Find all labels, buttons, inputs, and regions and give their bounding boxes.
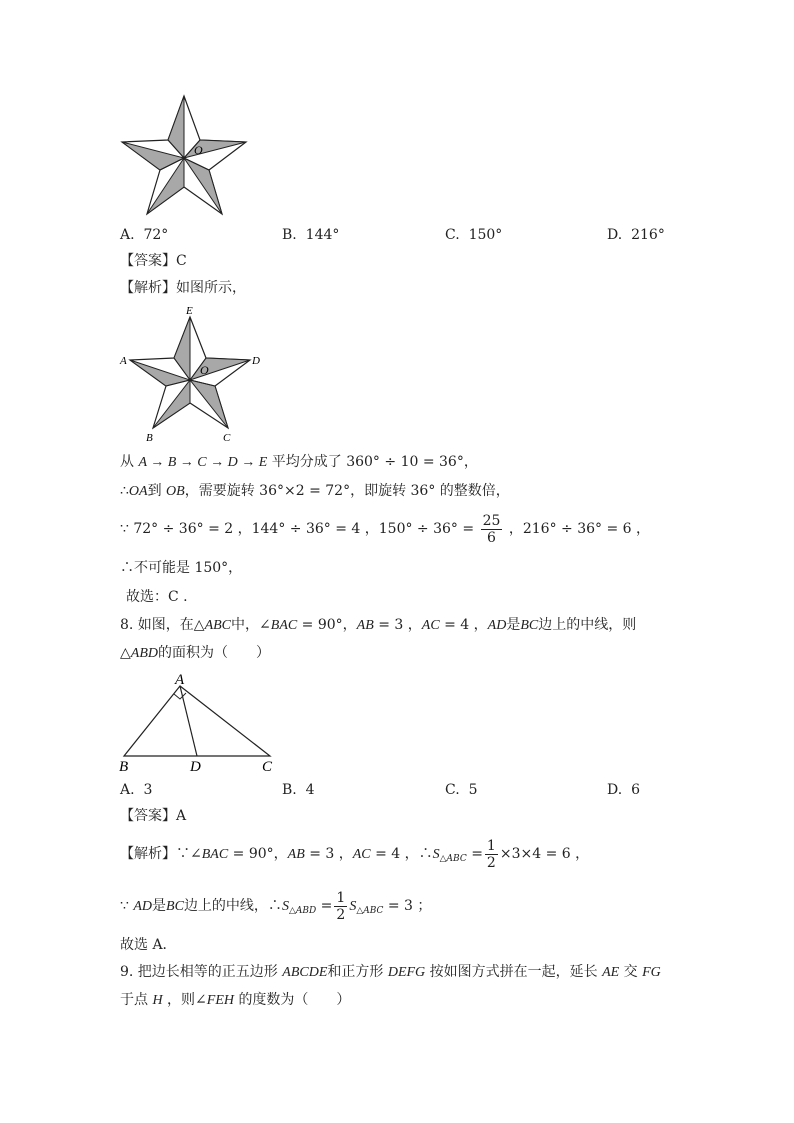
star-figure-q7 [110,90,260,220]
vertex-label-a: A [120,355,127,367]
q7-analysis-line2: ∴OA到 OB，需要旋转 36°×2 = 72°，即旋转 36° 的整数倍， [120,483,510,499]
q8-option-b[interactable]: B. 4 [282,782,315,798]
q7-analysis-line4: ∴不可能是 150°， [120,560,243,576]
vertex-label-c: C [223,432,231,444]
q8-options [0,780,794,800]
vertex-label-d: D [190,759,201,775]
fraction-one-half: $\frac{1}{2}$ [486,837,496,871]
q7-option-a[interactable]: A. 72° [120,227,169,243]
fraction-one-half: $\frac{1}{2}$ [336,889,346,923]
vertex-label-c: C [262,759,273,775]
answer-value: A [176,808,187,824]
answer-tag: 【答案】 [120,253,176,269]
q7-options [0,225,794,245]
q7-answer [120,251,187,271]
q7-option-b[interactable]: B. 144° [282,227,340,243]
q7-option-c[interactable]: C. 150° [445,227,503,243]
q8-analysis-line1: 【解析】∵∠BAC = 90°，AB = 3 ，AC = 4 ，$\therefore S_{\triangle ABC}$ = $\frac{1}{2}$ ×3×4 = 6 ， [120,837,590,871]
q7-conclusion: 故选：C . [126,589,188,605]
vertex-label-b: B [119,759,129,775]
q7-option-d[interactable]: D. 216° [607,227,665,243]
analysis-tag: 【解析】 [120,846,176,862]
q8-option-d[interactable]: D. 6 [607,782,641,798]
q8-conclusion: 故选 A． [120,937,177,953]
answer-value: C [176,253,187,269]
q9-stem-line2: 于点 H ，则∠FEH 的度数为（ ） [120,992,351,1008]
q8-option-a[interactable]: A. 3 [120,782,153,798]
vertex-label-o: O [200,363,209,377]
analysis-tag: 【解析】 [120,280,176,296]
q8-option-c[interactable]: C. 5 [445,782,478,798]
q7-analysis-line1: 从 A → B → C → D → E 平均分成了 360° ÷ 10 = 36°， [120,454,478,470]
vertex-label-a: A [175,672,185,688]
q7-analysis-line3: ∵ 72° ÷ 36° = 2 ，144° ÷ 36° = 4 ，150° ÷ 36° = $\frac{25}{6}$ ，216° ÷ 36° = 6 ， [120,512,650,546]
fraction-25-6: $\frac{25}{6}$ [482,512,501,546]
q8-stem-line2: △ABD的面积为（ ） [120,645,270,661]
answer-tag: 【答案】 [120,808,176,824]
q8-stem-line1: 8. 如图，在△ABC中，∠BAC = 90°，AB = 3 ，AC = 4 ，AD是BC边上的中线，则 [120,617,637,633]
q9-stem-line1: 9. 把边长相等的正五边形 ABCDE和正方形 DEFG 按如图方式拼在一起，延长 AE 交 FG [120,964,661,980]
star-center-label: O [194,143,203,157]
q7-analysis-intro: 【解析】如图所示， [120,280,246,296]
star-figure-labeled [115,302,265,447]
q8-answer [120,806,186,826]
q8-analysis-line2: ∵ AD是BC边上的中线，$\therefore S_{\triangle ABD}$ = $\frac{1}{2}$ $S_{\triangle ABC} = 3$ ； [120,889,432,923]
triangle-figure-q8 [115,668,285,774]
vertex-label-e: E [186,305,193,317]
vertex-label-b: B [146,432,153,444]
vertex-label-d: D [252,355,260,367]
